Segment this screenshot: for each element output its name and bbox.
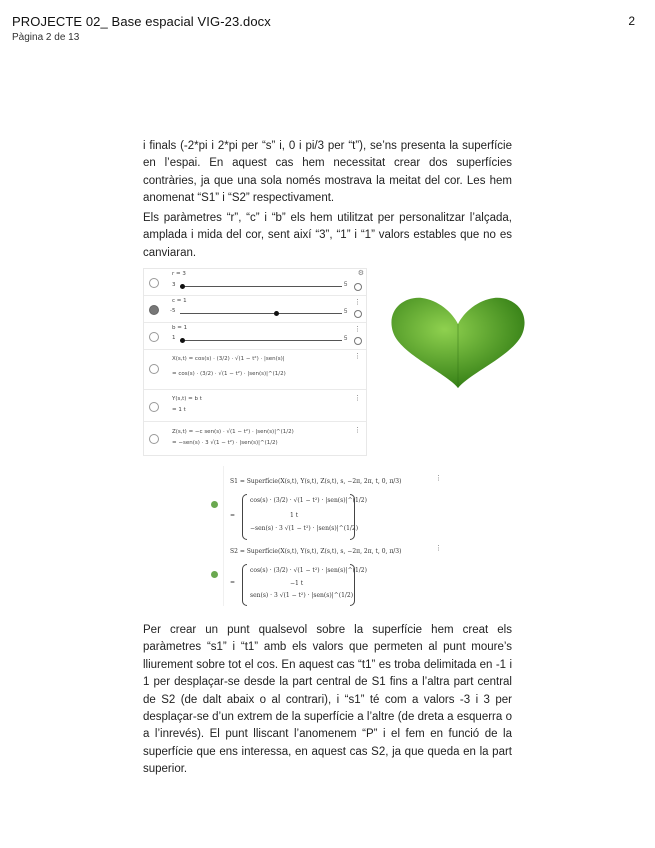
page-number: 2 (628, 14, 635, 28)
slider-row-b (144, 322, 366, 350)
slider-track[interactable] (180, 313, 342, 314)
surface-vector-z: −sen(s) · 3 √(1 − t²) · |sen(s)|^(1/2) (250, 525, 359, 532)
function-definition: Y(s,t) = b t (172, 396, 202, 402)
visibility-toggle[interactable] (149, 434, 159, 444)
more-options-icon[interactable]: ⋮ (435, 545, 442, 552)
slider-knob[interactable] (180, 284, 185, 289)
more-options-icon[interactable]: ⋮ (354, 299, 361, 306)
function-row-y (144, 389, 366, 422)
slider-label: c = 1 (172, 298, 187, 304)
more-options-icon[interactable]: ⋮ (354, 427, 361, 434)
more-options-icon[interactable]: ⋮ (435, 475, 442, 482)
slider-label: b = 1 (172, 325, 188, 331)
function-definition: Z(s,t) = −c sen(s) · √(1 − t²) · |sen(s)|^(1/2) (172, 429, 294, 435)
surface-definition: S1 = Superfície(X(s,t), Y(s,t), Z(s,t), s, −2π, 2π, t, 0, π/3) (230, 478, 402, 485)
document-title: PROJECTE 02_ Base espacial VIG-23.docx (12, 14, 271, 29)
slider-knob[interactable] (180, 338, 185, 343)
function-value: = 1 t (172, 407, 186, 413)
paragraph-3: Per crear un punt qualsevol sobre la superfície hem creat els paràmetres “s1” i “t1” amb els valors que permeten al punt moure’s lliurement sobre tot el cos. En aquest cas “t1” es troba delimitada en -1 i 1 per desplaçar-se desde la part central de S1 fins a l’altra part central de S2 (de dalt abaix o al contrari), i “s1” té com a valors -3 i 3 per desplaçar-se d’un extrem de la superfície a l’altre (de dreta a esquerra o a l’inrevés). El punt lliscant l’anomenem “P” i el fem en funció de la superfície que ens interessa, en aquest cas S2, ja que queda en la part superior. (143, 624, 512, 776)
slider-track[interactable] (180, 286, 342, 287)
surface-visibility-toggle[interactable] (211, 501, 218, 508)
surface-definition: S2 = Superfície(X(s,t), Y(s,t), Z(s,t), s, −2π, 2π, t, 0, π/3) (230, 548, 402, 555)
function-definition: X(s,t) = cos(s) · (3/2) · √(1 − t²) · |sen(s)| (172, 356, 285, 362)
surface-vector-y: −1 t (290, 580, 304, 587)
paragraph-2: Els paràmetres “r”, “c” i “b” els hem utilitzat per personalitzar l’alçada, amplada i mida del cor, sent així “3”, “1” i “1” valors estables que no es canviaran. (143, 212, 512, 259)
visibility-toggle[interactable] (149, 402, 159, 412)
slider-knob[interactable] (274, 311, 279, 316)
slider-row-r (144, 269, 366, 296)
function-value: = −sen(s) · 3 √(1 − t²) · |sen(s)|^(1/2) (172, 440, 278, 446)
paragraph-1: i finals (-2*pi i 2*pi per “s” i, 0 i pi/3 per “t”), se’ns presenta la superfície en l’espai. En aquest cas hem necessitat crear dos superfícies contràries, ja que una sola només mostrava la meitat del cor. Les hem anomenat “S1” i “S2” respectivament. (143, 140, 512, 205)
visibility-toggle[interactable] (149, 332, 159, 342)
visibility-toggle[interactable] (149, 364, 159, 374)
function-row-z (144, 421, 366, 454)
visibility-toggle[interactable] (149, 278, 159, 288)
surface-vector-x: cos(s) · (3/2) · √(1 − t²) · |sen(s)|^(1/2) (250, 567, 367, 574)
surfaces-panel-image: S1 = Superfície(X(s,t), Y(s,t), Z(s,t), s, −2π, 2π, t, 0, π/3) ⋮ = cos(s) · (3/2) · √(1 − t²) · |sen(s)|^(1/2) 1 t −sen(s) · 3 √(1 − t²) · |sen(s)|^(1/2) S2 = Superfície(X(s,t), Y(s,t), Z(s,t), s, −2π, 2π, t, 0, π/3) ⋮ = cos(s) · (3/2) · √(1 − t²) · |sen(s)|^(1/2) −1 t sen(s) · 3 √(1 − t²) · |sen(s)|^(1/2) (223, 466, 450, 606)
slider-label: r = 3 (172, 271, 186, 277)
heart-surface-image (390, 292, 526, 390)
more-options-icon[interactable]: ⋮ (354, 326, 361, 333)
surface-vector-y: 1 t (290, 512, 299, 519)
more-options-icon[interactable]: ⋮ (354, 395, 361, 402)
play-icon[interactable] (354, 337, 362, 345)
play-icon[interactable] (354, 283, 362, 291)
slider-row-c (144, 295, 366, 323)
surface-vector-x: cos(s) · (3/2) · √(1 − t²) · |sen(s)|^(1/2) (250, 497, 367, 504)
algebra-panel-image (143, 268, 367, 456)
slider-max: 5 (344, 282, 348, 288)
play-icon[interactable] (354, 310, 362, 318)
surface-vector-z: sen(s) · 3 √(1 − t²) · |sen(s)|^(1/2) (250, 592, 354, 599)
slider-max: 5 (344, 336, 348, 342)
slider-min: -5 (170, 308, 176, 314)
visibility-toggle[interactable] (149, 305, 159, 315)
settings-icon: ⚙ (357, 270, 364, 277)
slider-track[interactable] (180, 340, 342, 341)
page-indicator: Pàgina 2 de 13 (12, 32, 80, 43)
slider-min: 3 (172, 282, 176, 288)
function-row-x (144, 349, 366, 390)
more-options-icon[interactable]: ⋮ (354, 353, 361, 360)
function-value: = cos(s) · (3/2) · √(1 − t²) · |sen(s)|^(1/2) (172, 371, 286, 377)
slider-max: 5 (344, 309, 348, 315)
surface-visibility-toggle[interactable] (211, 571, 218, 578)
slider-min: 1 (172, 335, 176, 341)
